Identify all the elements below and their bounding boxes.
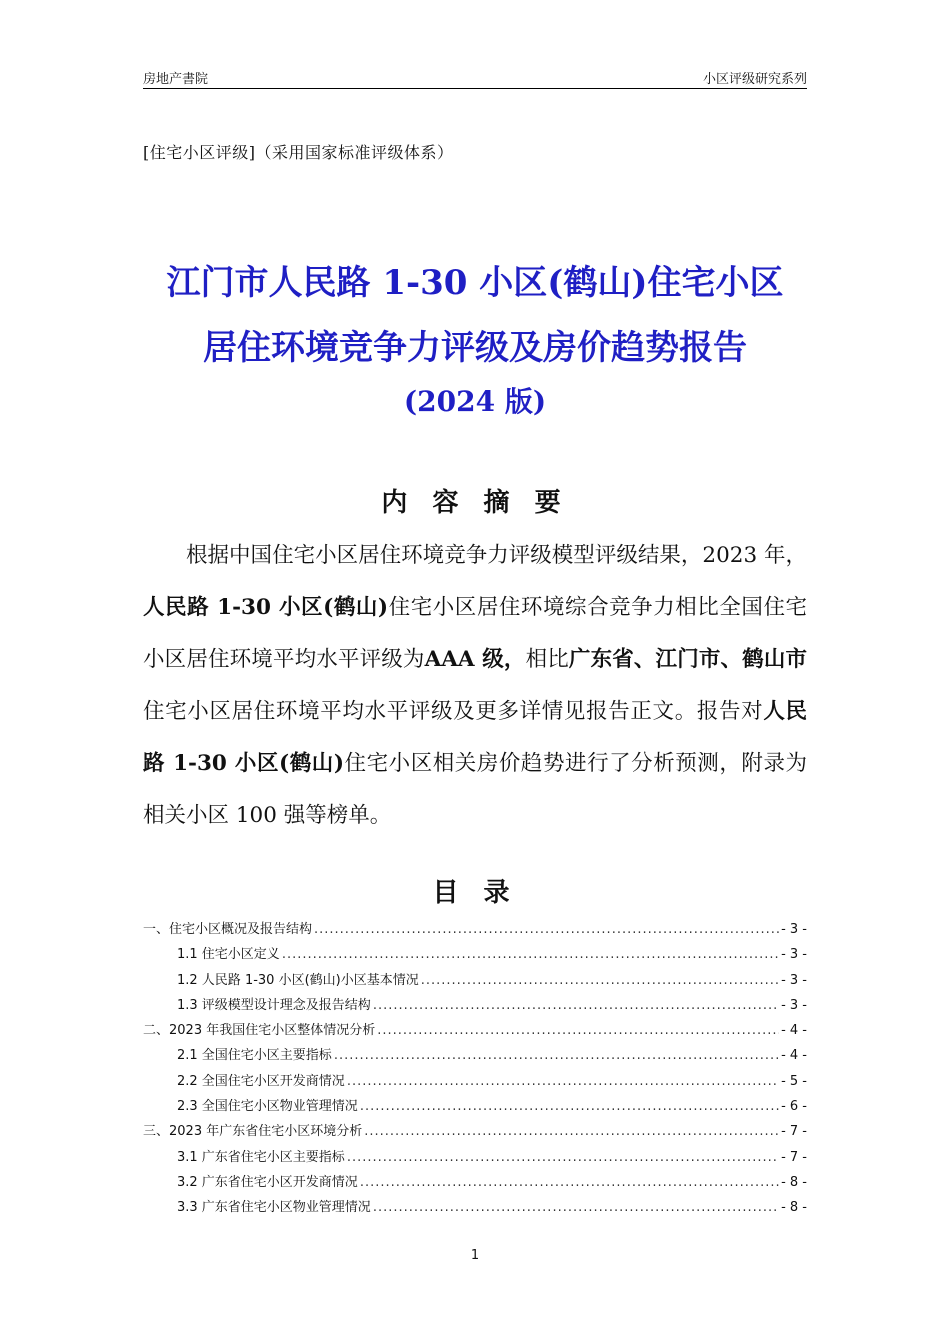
toc-page: - 3 - bbox=[781, 947, 807, 963]
toc-heading: 目 录 bbox=[432, 878, 518, 908]
toc-entry-3-1[interactable] bbox=[143, 1146, 807, 1171]
toc-page: - 8 - bbox=[781, 1174, 807, 1190]
toc-leader bbox=[347, 1150, 779, 1165]
toc-label: 二、2023 年我国住宅小区整体情况分析 bbox=[143, 1023, 376, 1039]
toc-entry-2[interactable] bbox=[143, 1019, 807, 1044]
toc-leader bbox=[421, 973, 779, 988]
toc-label: 1.2 人民路 1-30 小区(鹤山)小区基本情况 bbox=[177, 972, 419, 988]
toc-page: - 4 - bbox=[781, 1023, 807, 1039]
toc-entry-1-2[interactable] bbox=[143, 969, 807, 994]
title-line-2: 居住环境竞争力评级及房价趋势报告 bbox=[203, 328, 747, 368]
toc-leader bbox=[377, 1023, 779, 1038]
toc-label: 3.1 广东省住宅小区主要指标 bbox=[177, 1149, 345, 1165]
community-name: 人民路 1-30 小区(鹤山) bbox=[143, 699, 807, 776]
abstract-text: 住宅小区居住环境综合竞争力相比全国住宅小区居住环境平均水平评级为 bbox=[143, 595, 807, 672]
toc-entry-1-3[interactable] bbox=[143, 994, 807, 1019]
toc-leader bbox=[360, 1175, 779, 1190]
toc-entry-2-2[interactable] bbox=[143, 1070, 807, 1095]
toc-label: 2.2 全国住宅小区开发商情况 bbox=[177, 1073, 345, 1089]
toc-leader bbox=[282, 947, 779, 962]
abstract-text: 住宅小区居住环境平均水平评级及更多详情见报告正文。报告对 bbox=[143, 699, 764, 724]
header-series: 小区评级研究系列 bbox=[702, 72, 807, 87]
report-category: [住宅小区评级]（采用国家标准评级体系） bbox=[143, 143, 454, 162]
toc-entry-3[interactable] bbox=[143, 1120, 807, 1145]
abstract-text: 相比 bbox=[525, 647, 569, 672]
abstract-paragraph bbox=[143, 530, 807, 842]
toc-page: - 3 - bbox=[781, 972, 807, 988]
toc-page: - 7 - bbox=[781, 1149, 807, 1165]
community-name: 人民路 1-30 小区(鹤山) bbox=[143, 595, 389, 620]
title-line-1: 江门市人民路 1-30 小区(鹤山)住宅小区 bbox=[166, 263, 784, 303]
toc-label: 三、2023 年广东省住宅小区环境分析 bbox=[143, 1124, 363, 1140]
toc-leader bbox=[360, 1099, 779, 1114]
table-of-contents bbox=[143, 918, 807, 1222]
region-names: 广东省、江门市、鹤山市 bbox=[568, 647, 807, 672]
toc-page: - 4 - bbox=[781, 1048, 807, 1064]
toc-label: 2.3 全国住宅小区物业管理情况 bbox=[177, 1099, 358, 1115]
toc-page: - 6 - bbox=[781, 1099, 807, 1115]
toc-page: - 3 - bbox=[781, 922, 807, 937]
toc-entry-3-3[interactable] bbox=[143, 1196, 807, 1221]
toc-label: 3.3 广东省住宅小区物业管理情况 bbox=[177, 1200, 371, 1216]
abstract-text: 住宅小区相关房价趋势进行了分析预测，附录为相关小区 100 强等榜单。 bbox=[143, 751, 807, 828]
abstract-heading: 内 容 摘 要 bbox=[381, 488, 569, 518]
toc-entry-2-1[interactable] bbox=[143, 1044, 807, 1069]
toc-page: - 5 - bbox=[781, 1073, 807, 1089]
toc-page: - 3 - bbox=[781, 997, 807, 1013]
toc-leader bbox=[334, 1048, 779, 1063]
rating-grade: AAA 级， bbox=[424, 647, 526, 672]
toc-page: - 8 - bbox=[781, 1200, 807, 1216]
abstract-text: 根据中国住宅小区居住环境竞争力评级模型评级结果，2023 年， bbox=[186, 543, 807, 568]
toc-leader bbox=[373, 998, 779, 1013]
header-publisher: 房地产書院 bbox=[143, 72, 209, 87]
toc-leader bbox=[364, 1124, 779, 1139]
toc-leader bbox=[314, 922, 779, 937]
toc-entry-1-1[interactable] bbox=[143, 943, 807, 968]
toc-label: 一、住宅小区概况及报告结构 bbox=[143, 922, 313, 937]
toc-page: - 7 - bbox=[781, 1124, 807, 1140]
toc-leader bbox=[373, 1200, 779, 1215]
toc-label: 2.1 全国住宅小区主要指标 bbox=[177, 1048, 332, 1064]
toc-entry-3-2[interactable] bbox=[143, 1171, 807, 1196]
page-number: 1 bbox=[470, 1248, 480, 1263]
toc-label: 1.3 评级模型设计理念及报告结构 bbox=[177, 997, 371, 1013]
page-header bbox=[143, 66, 807, 89]
toc-entry-2-3[interactable] bbox=[143, 1095, 807, 1120]
toc-entry-1[interactable] bbox=[143, 918, 807, 943]
toc-label: 3.2 广东省住宅小区开发商情况 bbox=[177, 1174, 358, 1190]
toc-leader bbox=[347, 1074, 779, 1089]
toc-label: 1.1 住宅小区定义 bbox=[177, 947, 280, 963]
abstract-body bbox=[143, 530, 807, 842]
title-edition: (2024 版) bbox=[403, 385, 547, 418]
